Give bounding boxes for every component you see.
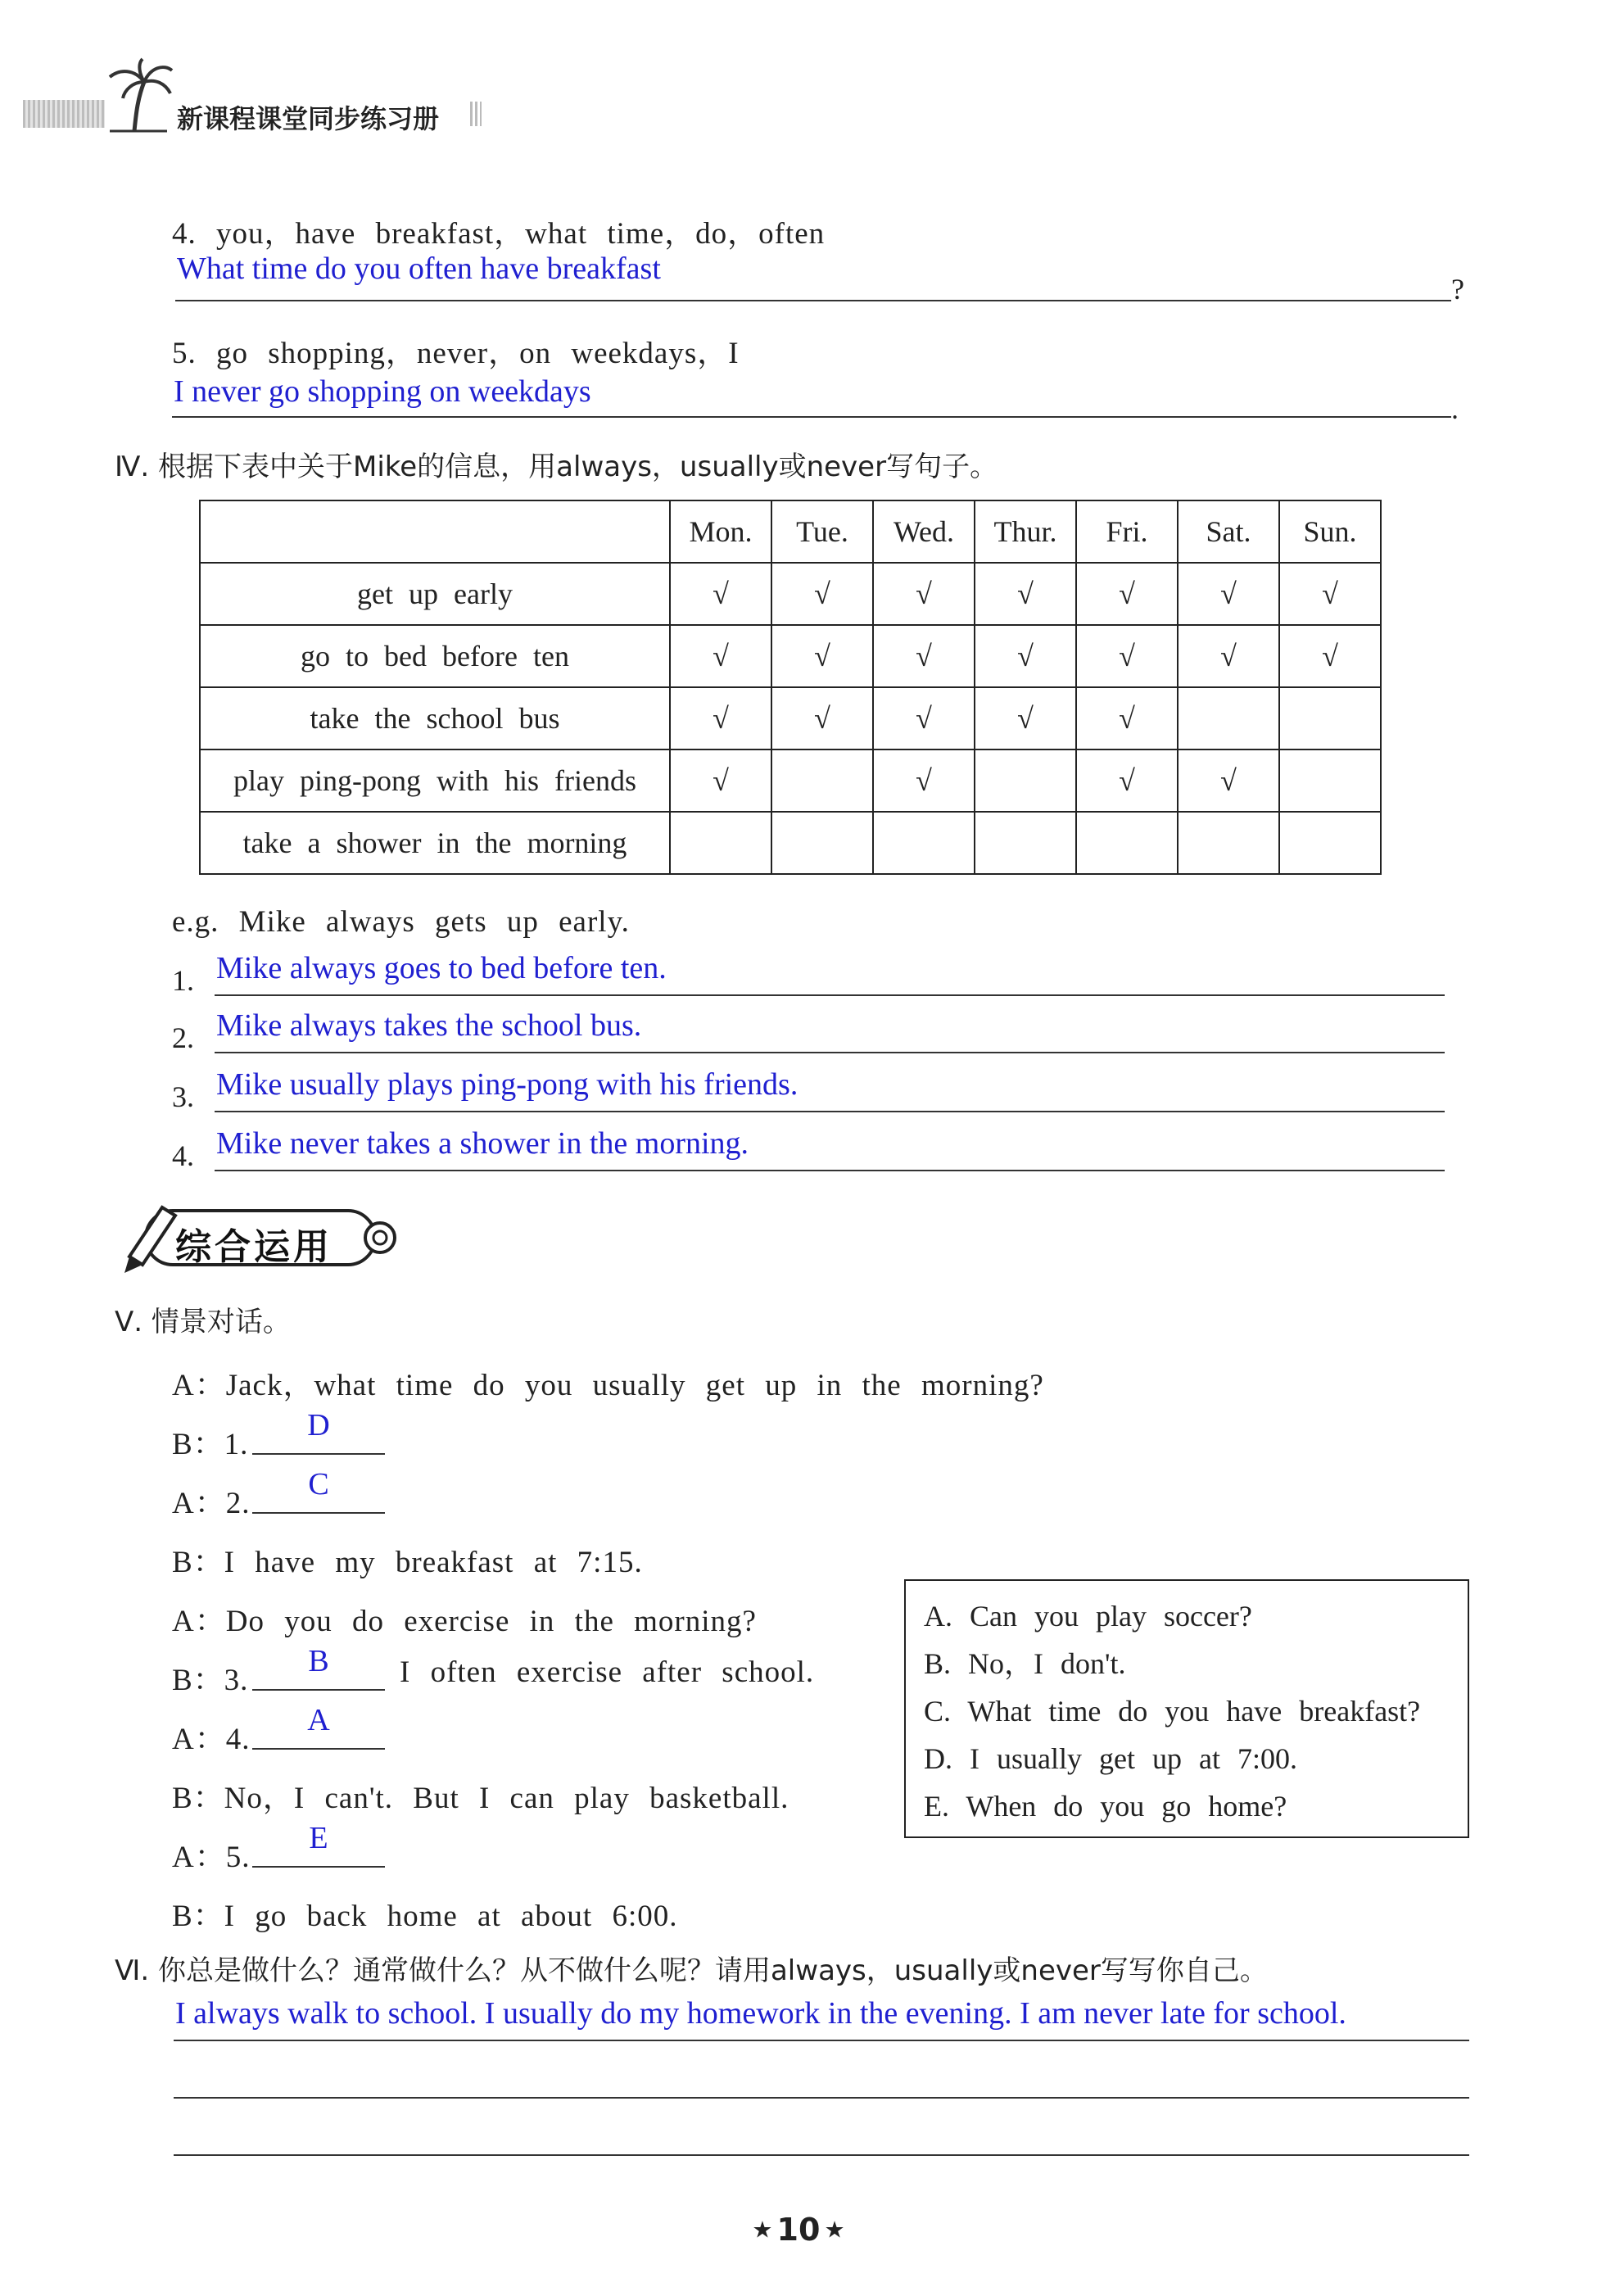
dialogue-line: A：Jack，what time do you usually get up in the morning? — [172, 1369, 1044, 1402]
table-row — [200, 812, 1381, 874]
writing-line — [174, 2097, 1469, 2099]
check-cell: √ — [873, 749, 975, 812]
answer-text: Mike always takes the school bus. — [216, 1008, 642, 1043]
activity-cell: go to bed before ten — [200, 625, 670, 687]
check-cell: √ — [771, 687, 873, 749]
check-cell: √ — [670, 563, 771, 625]
header-end-bars — [470, 102, 482, 126]
check-cell — [1279, 749, 1381, 812]
answer-text: Mike never takes a shower in the morning. — [216, 1126, 749, 1161]
activity-cell: get up early — [200, 563, 670, 625]
day-header: Tue. — [771, 500, 873, 563]
q5-answer-line — [172, 416, 1451, 418]
check-cell: √ — [771, 625, 873, 687]
dialogue-blank — [252, 1512, 385, 1514]
answer-num: 3. — [172, 1080, 194, 1113]
check-cell: √ — [1178, 749, 1279, 812]
table-corner-cell — [200, 500, 670, 563]
star-icon: ★ — [752, 2216, 773, 2244]
check-cell: √ — [1279, 625, 1381, 687]
check-cell: √ — [1076, 749, 1178, 812]
answer-line — [215, 1111, 1445, 1112]
day-header: Wed. — [873, 500, 975, 563]
part4-example: e.g. Mike always gets up early. — [172, 905, 630, 939]
check-cell: √ — [975, 687, 1076, 749]
option-item: E. When do you go home? — [924, 1790, 1287, 1823]
check-cell — [670, 812, 771, 874]
dialogue-answer: D — [307, 1408, 330, 1442]
check-cell: √ — [670, 749, 771, 812]
activity-cell: play ping-pong with his friends — [200, 749, 670, 812]
q4-end-punct: ? — [1451, 273, 1464, 306]
dialogue-line: A：2. — [172, 1487, 251, 1520]
option-item: B. No，I don't. — [924, 1647, 1126, 1680]
option-item: A. Can you play soccer? — [924, 1600, 1252, 1633]
answer-line — [215, 1052, 1445, 1053]
check-cell: √ — [670, 687, 771, 749]
q4-answer-line — [175, 300, 1451, 301]
footer — [0, 2212, 1597, 2248]
page-number: 10 — [776, 2212, 821, 2248]
dialogue-line: B：I go back home at about 6:00. — [172, 1900, 678, 1933]
q5-end-punct: . — [1451, 392, 1459, 425]
answer-text: Mike usually plays ping-pong with his friends. — [216, 1067, 798, 1102]
day-header: Fri. — [1076, 500, 1178, 563]
table-header-row — [200, 500, 1381, 563]
dialogue-line: A：Do you do exercise in the morning? — [172, 1605, 757, 1638]
day-header: Mon. — [670, 500, 771, 563]
dialogue-blank — [252, 1748, 385, 1750]
section-banner-label: 综合运用 — [175, 1226, 333, 1268]
table-row — [200, 625, 1381, 687]
table-row — [200, 749, 1381, 812]
header-bar — [23, 100, 105, 128]
part6-title: Ⅵ. 你总是做什么？通常做什么？从不做什么呢？请用always，usually或never写写你自己。 — [115, 1954, 1268, 1987]
check-cell: √ — [873, 625, 975, 687]
check-cell: √ — [975, 563, 1076, 625]
check-cell: √ — [670, 625, 771, 687]
dialogue-blank — [252, 1453, 385, 1455]
star-icon: ★ — [824, 2216, 845, 2244]
answer-text: Mike always goes to bed before ten. — [216, 951, 667, 985]
check-cell: √ — [1076, 563, 1178, 625]
writing-line — [174, 2040, 1469, 2041]
check-cell: √ — [1178, 625, 1279, 687]
table-row — [200, 687, 1381, 749]
dialogue-answer: B — [308, 1644, 329, 1678]
check-cell — [1178, 687, 1279, 749]
q4-answer: What time do you often have breakfast — [177, 251, 661, 286]
header-title: 新课程课堂同步练习册 — [177, 103, 440, 134]
check-cell: √ — [975, 625, 1076, 687]
check-cell: √ — [1178, 563, 1279, 625]
options-box — [904, 1579, 1469, 1838]
check-cell — [771, 749, 873, 812]
dialogue-answer: A — [307, 1703, 330, 1737]
q5-prompt: 5. go shopping，never，on weekdays，I — [172, 337, 740, 370]
dialogue-blank — [252, 1866, 385, 1868]
q4-prompt: 4. you，have breakfast，what time，do，often — [172, 217, 826, 251]
answer-num: 1. — [172, 964, 194, 997]
writing-line — [174, 2154, 1469, 2156]
dialogue-blank — [252, 1689, 385, 1691]
check-cell — [1178, 812, 1279, 874]
dialogue-line: B：No，I can't. But I can play basketball. — [172, 1782, 789, 1815]
check-cell — [975, 749, 1076, 812]
part5-title: Ⅴ. 情景对话。 — [115, 1306, 291, 1338]
q5-answer: I never go shopping on weekdays — [174, 374, 591, 409]
part6-answer: I always walk to school. I usually do my homework in the evening. I am never late for school. — [175, 1996, 1346, 2031]
day-header: Sat. — [1178, 500, 1279, 563]
day-header: Sun. — [1279, 500, 1381, 563]
check-cell: √ — [771, 563, 873, 625]
check-cell: √ — [1076, 625, 1178, 687]
answer-line — [215, 1170, 1445, 1171]
dialogue-line: B：1. — [172, 1428, 249, 1461]
activity-cell: take a shower in the morning — [200, 812, 670, 874]
check-cell: √ — [873, 687, 975, 749]
dialogue-line: B：I have my breakfast at 7:15. — [172, 1546, 643, 1579]
mike-schedule-table — [199, 500, 1382, 875]
answer-num: 2. — [172, 1021, 194, 1054]
dialogue-line: A：4. — [172, 1723, 251, 1756]
table-row — [200, 563, 1381, 625]
part4-title: Ⅳ. 根据下表中关于Mike的信息，用always，usually或never写句子。 — [115, 451, 998, 483]
check-cell — [1076, 812, 1178, 874]
dialogue-after-text: I often exercise after school. — [400, 1655, 815, 1689]
answer-line — [215, 994, 1445, 996]
check-cell: √ — [1076, 687, 1178, 749]
check-cell — [1279, 687, 1381, 749]
dialogue-line: B：3. — [172, 1664, 249, 1697]
check-cell — [771, 812, 873, 874]
dialogue-line: A：5. — [172, 1841, 251, 1874]
activity-cell: take the school bus — [200, 687, 670, 749]
dialogue-answer: E — [309, 1821, 328, 1855]
check-cell: √ — [1279, 563, 1381, 625]
option-item: C. What time do you have breakfast? — [924, 1695, 1421, 1728]
option-item: D. I usually get up at 7:00. — [924, 1742, 1297, 1775]
answer-num: 4. — [172, 1139, 194, 1172]
day-header: Thur. — [975, 500, 1076, 563]
check-cell — [975, 812, 1076, 874]
dialogue-answer: C — [308, 1467, 329, 1501]
palm-tree-icon — [102, 57, 175, 133]
check-cell: √ — [873, 563, 975, 625]
check-cell — [873, 812, 975, 874]
check-cell — [1279, 812, 1381, 874]
